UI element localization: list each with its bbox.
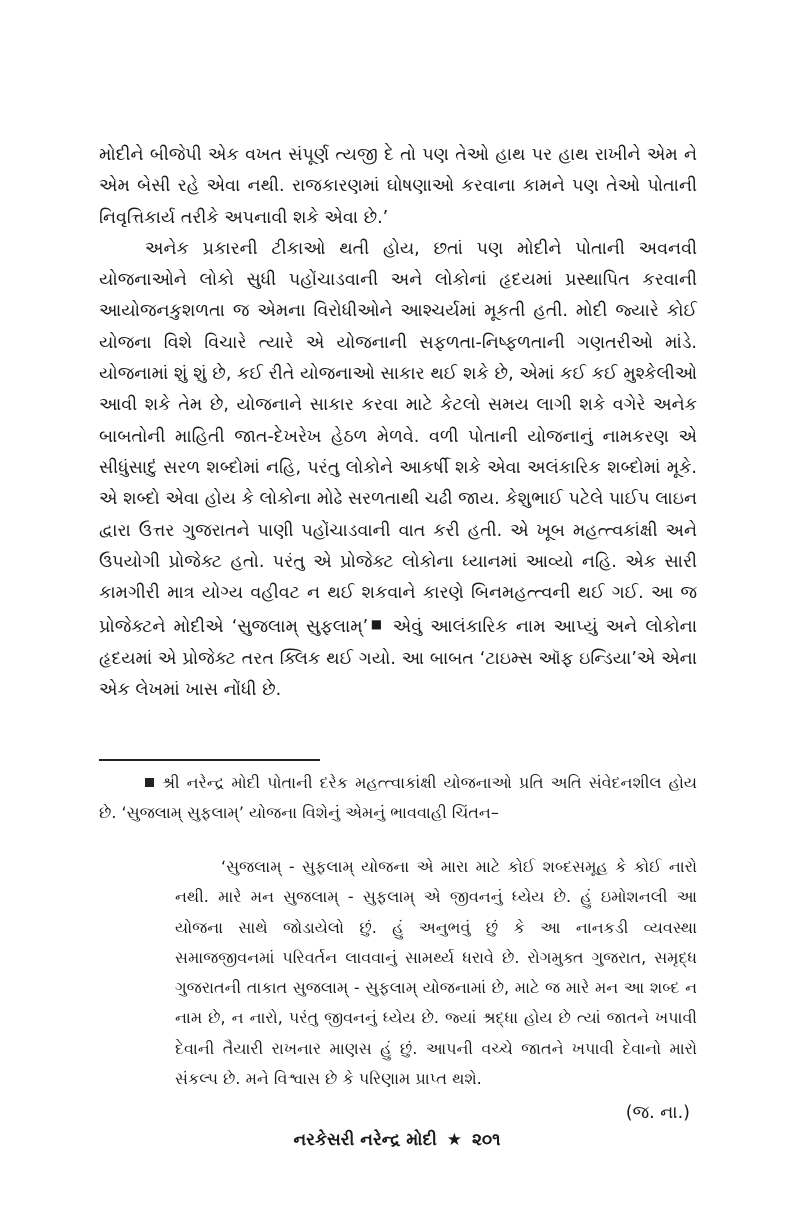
paragraph-yojana — [99, 234, 697, 706]
footnote-text: શ્રી નરેન્દ્ર મોદી પોતાની દરેક મહત્ત્વાકાંક્ષી યોજનાઓ પ્રતિ અતિ સંવેદનશીલ હોય છે. ‘સુજલામ્ સુફલામ્’ યોજના વિશેનું એમનું ભાવવાહી ચિંતન– — [99, 773, 697, 822]
page-footer — [0, 1125, 794, 1155]
paragraph-yojana-part2: એવું આલંકારિક નામ આપ્યું અને લોકોના હૃદયમાં એ પ્રોજેક્ટ તરત ક્લિક થઈ ગયો. આ બાબત ‘ટાઇમ્સ ઑફ ઇન્ડિયા’એ એના એક લેખમાં ખાસ નોંધી છે. — [99, 617, 697, 701]
star-icon: ★ — [446, 1130, 463, 1150]
main-text — [99, 140, 697, 706]
block-quote — [175, 852, 697, 1094]
footnote-marker: ■ — [368, 617, 385, 632]
footnote-square-icon — [145, 778, 154, 787]
paragraph-yojana-part1: અનેક પ્રકારની ટીકાઓ થતી હોય, છતાં પણ મોદીને પોતાની અવનવી યોજનાઓને લોકો સુધી પહોંચાડવાની અને લોકોનાં હૃદયમાં પ્રસ્થાપિત કરવાની આયોજનકુશળતા જ એમના વિરોધીઓને આશ્ચર્યમાં મૂકતી હતી. મોદી જ્યારે કોઈ યોજના વિશે વિચારે ત્યારે એ યોજનાની સફળતા-નિષ્ફળતાની ગણતરીઓ માંડે. યોજનામાં શું શું છે, કઈ રીતે યોજનાઓ સાકાર થઈ શકે છે, એમાં કઈ કઈ મુશ્કેલીઓ આવી શકે તેમ છે, યોજનાને સાકાર કરવા માટે કેટલો સમય લાગી શકે વગેરે અનેક બાબતોની માહિતી જાત-દેખરેખ હેઠળ મેળવે. વળી પોતાની યોજનાનું નામકરણ એ સીધુંસાદું સરળ શબ્દોમાં નહિ, પરંતુ લોકોને આકર્ષી શકે એવા અલંકારિક શબ્દોમાં મૂકે. એ શબ્દો એવા હોય કે લોકોના મોઢે સરળતાથી ચઢી જાય. કેશુભાઈ પટેલે પાઈપ લાઇન દ્વારા ઉત્તર ગુજરાતને પાણી પહોંચાડવાની વાત કરી હતી. એ ખૂબ મહત્ત્વકાંક્ષી અને ઉપયોગી પ્રોજેક્ટ હતો. પરંતુ એ પ્રોજેક્ટ લોકોના ધ્યાનમાં આવ્યો નહિ. એક સારી કામગીરી માત્ર યોગ્ય વહીવટ ન થઈ શકવાને કારણે બિનમહત્ત્વની થઈ ગઈ. આ જ પ્રોજેક્ટને મોદીએ ‘સુજલામ્ સુફલામ્’ — [99, 238, 697, 638]
footnote-divider — [99, 759, 320, 761]
page-number: ૨૦૧ — [471, 1130, 501, 1150]
paragraph-continued: મોદીને બીજેપી એક વખત સંપૂર્ણ ત્યજી દે તો પણ તેઓ હાથ પર હાથ રાખીને એમ ને એમ બેસી રહે એવા નથી. રાજકારણમાં ઘોષણાઓ કરવાના કામને પણ તેઓ પોતાની નિવૃત્તિકાર્ય તરીકે અપનાવી શકે એવા છે.’ — [99, 145, 697, 228]
book-title: નરકેસરી નરેન્દ્ર મોદી — [293, 1130, 437, 1150]
quote-text: ‘સુજલામ્ - સુફલામ્ યોજના એ મારા માટે કોઈ શબ્દસમૂહ કે કોઈ નારો નથી. મારે મન સુજલામ્ - સુફલામ્ એ જીવનનું ધ્યેય છે. હું ઇમોશનલી આ યોજના સાથે જોડાયેલો છું. હું અનુભવું છું કે આ નાનકડી વ્યવસ્થા સમાજજીવનમાં પરિવર્તન લાવવાનું સામર્થ્ય ધરાવે છે. રોગમુક્ત ગુજરાત, સમૃદ્ધ ગુજરાતની તાકાત સુજલામ્ - સુફલામ્ યોજનામાં છે, માટે જ મારે મન આ શબ્દ ન નામ છે, ન નારો, પરંતુ જીવનનું ધ્યેય છે. જ્યાં શ્રદ્ધા હોય છે ત્યાં જાતને ખપાવી દેવાની તૈયારી રાખનાર માણસ હું છું. આપની વચ્ચે જાતને ખપાવી દેવાનો મારો સંકલ્પ છે. મને વિશ્વાસ છે કે પરિણામ પ્રાપ્ત થશે. — [175, 857, 697, 1089]
footnote — [99, 768, 697, 828]
quote-attribution: (જ. ના.) — [625, 1103, 690, 1123]
